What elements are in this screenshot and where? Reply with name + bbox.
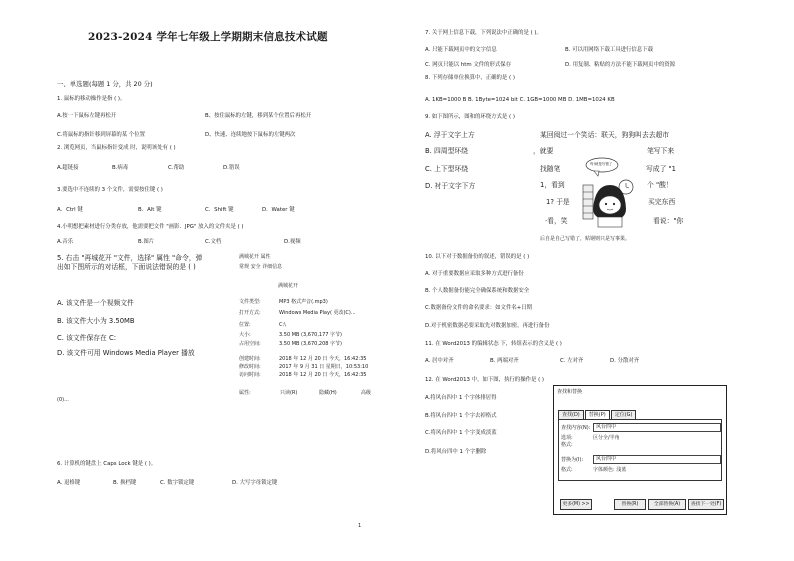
q9-option-b: B. 四周型环绕 <box>425 147 468 155</box>
q11-option-b: B. 两端对齐 <box>490 358 519 364</box>
q12-option-a: A.将风台四中 1 个字体排居得 <box>425 395 497 401</box>
q9-passage-11: 看说："你 <box>653 217 684 225</box>
page-number: 1 <box>358 523 362 529</box>
q9-passage-10: ·看，笑 <box>545 217 568 225</box>
q12-option-c: C.将风台四中 1 个字变成淡蓝 <box>425 430 497 436</box>
tab-goto: 定位(G) <box>611 410 637 420</box>
format2-value: 字体颜色: 浅蓝 <box>593 467 627 473</box>
q11-stem: 11. 在 Word2013 的编辑状态 下，转组表示的含义是 ( ) <box>425 341 562 347</box>
q7-option-b: B. 可以用网络下载工具进行信息下载 <box>565 47 653 53</box>
format-label: 格式: <box>561 442 573 448</box>
q10-option-c: C.数据备份文件的命名要求：如文件名+日期 <box>425 305 533 311</box>
props-open-label: 打开方式: <box>239 310 261 316</box>
q8-options: A. 1KB=1000 B B. 1Byte=1024 bit C. 1GB=1000 MB D. 1MB=1024 KB <box>425 97 615 103</box>
format2-label: 格式: <box>561 467 573 473</box>
exam-title: 2023-2024 学年七年级上学期期末信息技术试题 <box>88 31 328 43</box>
q4-option-a: A.音乐 <box>57 239 74 245</box>
replace-label: 替换为(I): <box>561 457 584 463</box>
dialog-title: 查找和替换 <box>557 389 583 395</box>
props-tabs: 常规 安全 详细信息 <box>239 264 283 270</box>
q8-stem: 8. 下列存储单位换算中，正确的是 ( ) <box>425 75 515 81</box>
q4-option-d: D.视频 <box>284 239 301 245</box>
props-accessed-label: 访问时间: <box>239 372 261 378</box>
replace-button: 替换(R) <box>614 499 646 510</box>
more-button: 更多(M) >> <box>560 499 592 510</box>
options-label: 选项: <box>561 435 573 441</box>
q9-option-c: C. 上下型环绕 <box>425 165 469 173</box>
q5-stem-line1: 5. 右击 "再城花开 "文件，选择" 属性 "命令，弹 <box>57 254 203 262</box>
q1-option-b: B、按住鼠标的左键，移到某个位置后再松开 <box>205 113 312 119</box>
q1-option-c: C.将鼠标的指针移到屏幕的某 个位置 <box>57 132 146 138</box>
q5-option-d: D. 该文件可用 Windows Media Player 播放 <box>57 349 195 357</box>
props-modified-label: 修改时间: <box>239 364 261 370</box>
find-label: 查找内容(N): <box>561 425 591 431</box>
q5-stem-line2: 出如下图所示的对话框，下面说法错误的是 ( ) <box>57 263 196 271</box>
q9-passage-4: 找随笔 <box>540 165 561 173</box>
props-attributes-label: 属性: <box>239 390 251 396</box>
q3-option-b: B．Alt 键 <box>138 207 162 213</box>
find-replace-dialog-figure <box>553 385 727 515</box>
props-modified-value: 2017 年 9 月 31 日 星期日，10:53:10 <box>279 364 369 370</box>
q7-option-c: C. 网页只能以 htm 文件的形式保存 <box>425 62 512 68</box>
props-size-value: 3.50 MB (3,670,177 字节) <box>279 332 342 338</box>
q1-option-d: D、快速、连续地按下鼠标的左键两次 <box>205 132 296 138</box>
tab-replace: 替换(P) <box>585 410 610 420</box>
q9-option-a: A. 浮于文字上方 <box>425 131 475 139</box>
q1-stem: 1. 鼠标的移动操作是指 ( )。 <box>57 96 126 102</box>
props-location-label: 位置: <box>239 322 251 328</box>
props-disk-label: 占用空间: <box>239 341 261 347</box>
q3-stem: 3.要选中不连续的 3 个文件，需要按住键 ( ) <box>57 187 163 193</box>
props-size-label: 大小: <box>239 332 251 338</box>
q9-passage-5: 写成了 "1 <box>646 165 677 173</box>
q2-option-c: C.帮助 <box>168 165 185 171</box>
props-location-value: C:\ <box>279 322 286 328</box>
q4-stem: 4.小明想把素材进行分类存放，他需要把文件 "画影．JPG" 放入的文件夹是 ( ) <box>57 224 244 230</box>
q9-option-d: D. 衬于文字下方 <box>425 182 476 190</box>
props-header: 满城花开 属性 <box>239 254 271 260</box>
cartoon-girl-illustration <box>580 155 635 230</box>
q1-option-a: A.按一下鼠标左键再松开 <box>57 113 117 119</box>
q12-option-d: D.将风台四中 1 个字删除 <box>425 449 487 455</box>
props-type-value: MP3 格式声音(.mp3) <box>279 299 328 305</box>
tab-find: 查找(D) <box>558 410 584 420</box>
q7-option-d: D. 用复制、粘贴的方法不能下载网页中的资源 <box>565 62 676 68</box>
props-hidden-checkbox: 隐藏(H) <box>319 390 337 396</box>
options-value: 区分全/半角 <box>593 435 620 441</box>
q6-option-a: A. 退格键 <box>57 480 81 486</box>
q3-option-d: D．Water 键 <box>262 207 295 213</box>
q2-option-d: D.错误 <box>223 165 240 171</box>
q10-option-d: D.对于机密数据必要采取先对数据加密，再进行备份 <box>425 323 550 329</box>
q11-option-d: D. 分散对齐 <box>610 358 640 364</box>
q7-option-a: A. 只能下载网页中的文字信息 <box>425 47 497 53</box>
find-next-button: 查找下一处(F) <box>688 499 724 510</box>
cartoon-speech-bubble: 每!就是写错了 <box>590 162 613 166</box>
q4-option-b: B.图片 <box>138 239 155 245</box>
q2-stem: 2. 浏览网页，当鼠标指针变成 时，说明该处有 ( ) <box>57 145 176 151</box>
q9-stem: 9. 如下图所示，图和的环绕方式是 ( ) <box>425 114 515 120</box>
q9-passage-9: 买完东西 <box>648 198 676 206</box>
q11-option-a: A. 居中对齐 <box>425 358 454 364</box>
replace-input: 风台四中 <box>593 455 721 464</box>
q2-option-a: A.超链接 <box>57 165 79 171</box>
props-created-label: 创建时间: <box>239 356 261 362</box>
q9-passage-8: 1? 于是 <box>546 198 570 206</box>
q6-option-d: D. 大写字母锁定键 <box>232 480 278 486</box>
q6-option-b: B. 换档键 <box>113 480 137 486</box>
q6-option-c: C. 数字锁定键 <box>160 480 195 486</box>
q9-passage-7: 个 "酸！ <box>647 181 673 189</box>
q3-option-a: A．Ctrl 键 <box>57 207 83 213</box>
q10-option-b: B. 个人数据备份能完全确保系统和数据安全 <box>425 288 530 294</box>
q7-stem: 7. 关于网上信息下载，下列说法中正确的是 ( )。 <box>425 30 542 36</box>
q2-option-b: B.病毒 <box>112 165 129 171</box>
q6-stem: 6. 计算机的键盘上 Caps Lock 键是 ( )。 <box>57 461 157 467</box>
q12-stem: 12. 在 Word2013 中，如下图，执行的操作是 ( ) <box>425 377 544 383</box>
q4-option-c: C.文档 <box>205 239 222 245</box>
q12-option-b: B.将风台四中 1 个字去掉格式 <box>425 413 497 419</box>
dialog-panel <box>558 419 722 481</box>
props-created-value: 2018 年 12 月 20 日 今天，16:42:35 <box>279 356 367 362</box>
q9-passage-3: 笔写下来 <box>647 147 675 155</box>
q5-option-b: B. 该文件大小为 3.50MB <box>57 317 135 325</box>
q3-option-c: C．Shift 键 <box>205 207 234 213</box>
props-accessed-value: 2018 年 12 月 20 日 今天，16:42:35 <box>279 372 367 378</box>
q5-option-a: A. 该文件是一个视频文件 <box>57 299 134 307</box>
find-input: 风台四中 <box>593 423 721 432</box>
props-advanced-button: 高级 <box>361 390 372 396</box>
props-type-label: 文件类型: <box>239 299 261 305</box>
q9-passage-6: 1，看到 <box>540 181 565 189</box>
q5-option-c: C. 该文件保存在 C: <box>57 334 117 342</box>
file-properties-figure <box>238 254 388 401</box>
props-open-value: Windows Media Play( 更改(C)... <box>279 310 356 316</box>
section-heading: 一、单选题(每题 1 分，共 20 分) <box>57 80 153 88</box>
q10-stem: 10. 以下对于数据备份的叙述，错误的是 ( ) <box>425 254 530 260</box>
props-filename: 满城花开 <box>278 283 299 289</box>
q10-option-a: A. 对于重要数据应采取多种方式进行备份 <box>425 271 524 277</box>
replace-all-button: 全部替换(A) <box>648 499 686 510</box>
props-readonly-checkbox: 只读(R) <box>280 390 298 396</box>
q5-trailing-text: (0)... <box>57 397 69 403</box>
q9-passage-1: 某回阅过一个笑话：联天，狗狗叫去去超市 <box>540 131 670 139</box>
props-disk-value: 3.50 MB (3,670,208 字节) <box>279 341 342 347</box>
q9-passage-2: ，就要 <box>533 147 554 155</box>
q9-passage-12: 后自是自己写错了，贴钢则只是写事果。 <box>540 236 631 242</box>
q11-option-c: C. 左对齐 <box>560 358 584 364</box>
